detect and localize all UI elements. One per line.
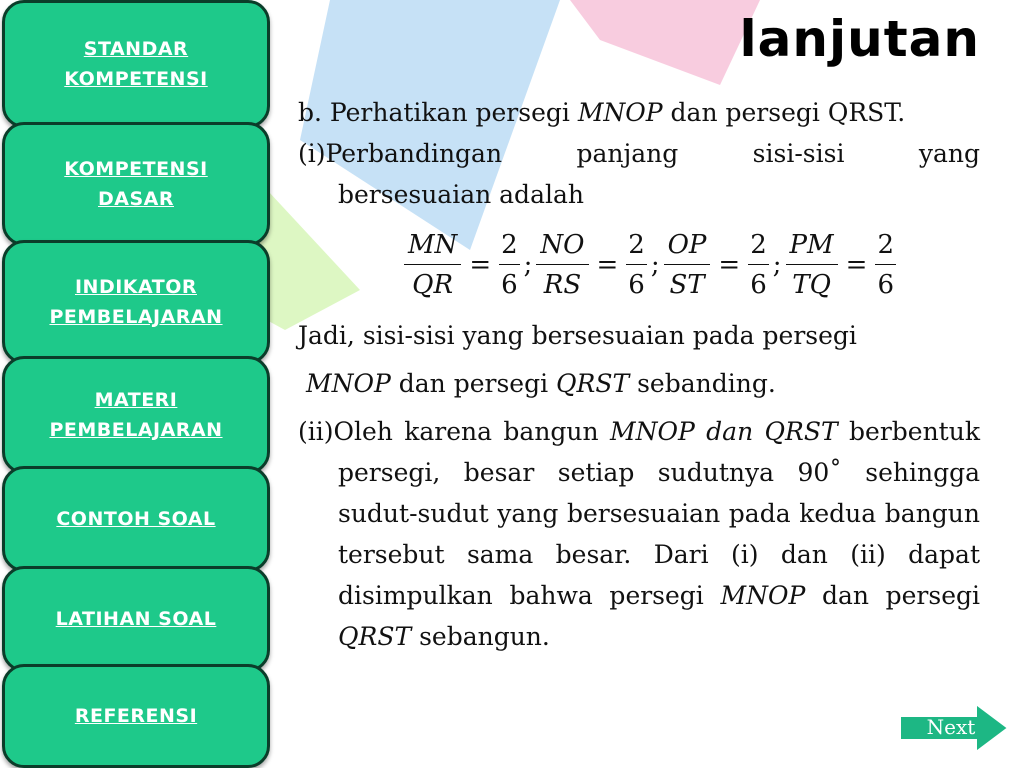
numerator: MN [404, 226, 461, 265]
equals-sign: = [718, 249, 741, 280]
text-italic: MNOP [306, 369, 391, 398]
fraction-pm-tq [786, 226, 838, 305]
denominator: TQ [792, 269, 831, 300]
text: (ii)Oleh karena bangun [298, 417, 611, 446]
text-italic: QRST [338, 622, 412, 651]
denominator: 6 [877, 269, 894, 300]
text: b. Perhatikan persegi [298, 98, 578, 127]
nav-label: STANDAR KOMPETENSI [64, 38, 208, 90]
fraction-value [748, 226, 769, 305]
text: dan persegi QRST. [662, 98, 906, 127]
nav-label: INDIKATOR PEMBELAJARAN [49, 276, 223, 328]
part2-paragraph [298, 411, 980, 657]
part1-line2: bersesuaian adalah [338, 180, 584, 209]
text-italic: MNOP dan QRST [610, 417, 838, 446]
nav-label: REFERENSI [74, 705, 198, 727]
next-button[interactable] [898, 702, 1010, 754]
equals-sign: = [596, 249, 619, 280]
numerator: 2 [626, 226, 647, 265]
equals-sign: = [845, 249, 868, 280]
text: dan persegi [805, 581, 981, 610]
nav-label: LATIHAN SOAL [55, 608, 217, 630]
part1-line1: (i)Perbandingan panjang sisi-sisi yang [298, 139, 980, 168]
conclusion1-line2 [298, 363, 980, 404]
fraction-value [626, 226, 647, 305]
numerator: PM [786, 226, 838, 265]
text-italic: QRST [556, 369, 630, 398]
ratio-equation [298, 215, 980, 315]
intro-line [298, 92, 980, 133]
denominator: 6 [750, 269, 767, 300]
conclusion1-line1: Jadi, sisi-sisi yang bersesuaian pada persegi [298, 321, 857, 350]
content-body [298, 92, 980, 657]
separator: ; [650, 249, 660, 280]
denominator: QR [412, 269, 454, 300]
nav-standar-kompetensi[interactable] [2, 0, 270, 128]
numerator: 2 [875, 226, 896, 265]
next-label: Next [926, 715, 976, 739]
nav-label: CONTOH SOAL [56, 508, 216, 530]
denominator: 6 [501, 269, 518, 300]
equals-sign: = [469, 249, 492, 280]
fraction-op-st [664, 226, 711, 305]
deco-pink-shape [570, 0, 760, 85]
text-italic: MNOP [720, 581, 806, 610]
nav-materi-pembelajaran[interactable] [2, 356, 270, 474]
separator: ; [523, 249, 533, 280]
sidebar [0, 0, 274, 768]
text: berbentuk persegi, besar setiap sudutnya 90˚ sehingga sudut-sudut yang bersesuaian pada kedua bangun tersebut sama besar. Dari (i) dan (ii) dapat disimpulkan bahwa persegi [338, 417, 980, 610]
denominator: 6 [628, 269, 645, 300]
page-title: lanjutan [739, 10, 980, 68]
denominator: ST [669, 269, 705, 300]
numerator: NO [536, 226, 588, 265]
numerator: OP [664, 226, 711, 265]
numerator: 2 [499, 226, 520, 265]
text-italic: MNOP [577, 98, 663, 127]
denominator: RS [543, 269, 582, 300]
fraction-mn-qr [404, 226, 461, 305]
fraction-no-rs [536, 226, 588, 305]
nav-label: KOMPETENSI DASAR [64, 158, 208, 210]
nav-label: MATERI PEMBELAJARAN [49, 389, 223, 441]
numerator: 2 [748, 226, 769, 265]
fraction-value [499, 226, 520, 305]
separator: ; [772, 249, 782, 280]
nav-referensi[interactable] [2, 664, 270, 768]
text: dan persegi [390, 369, 557, 398]
nav-indikator-pembelajaran[interactable] [2, 240, 270, 364]
nav-latihan-soal[interactable] [2, 566, 270, 672]
fraction-value [875, 226, 896, 305]
text: sebanding. [629, 369, 776, 398]
nav-contoh-soal[interactable] [2, 466, 270, 572]
text: sebangun. [411, 622, 550, 651]
nav-kompetensi-dasar[interactable] [2, 122, 270, 246]
